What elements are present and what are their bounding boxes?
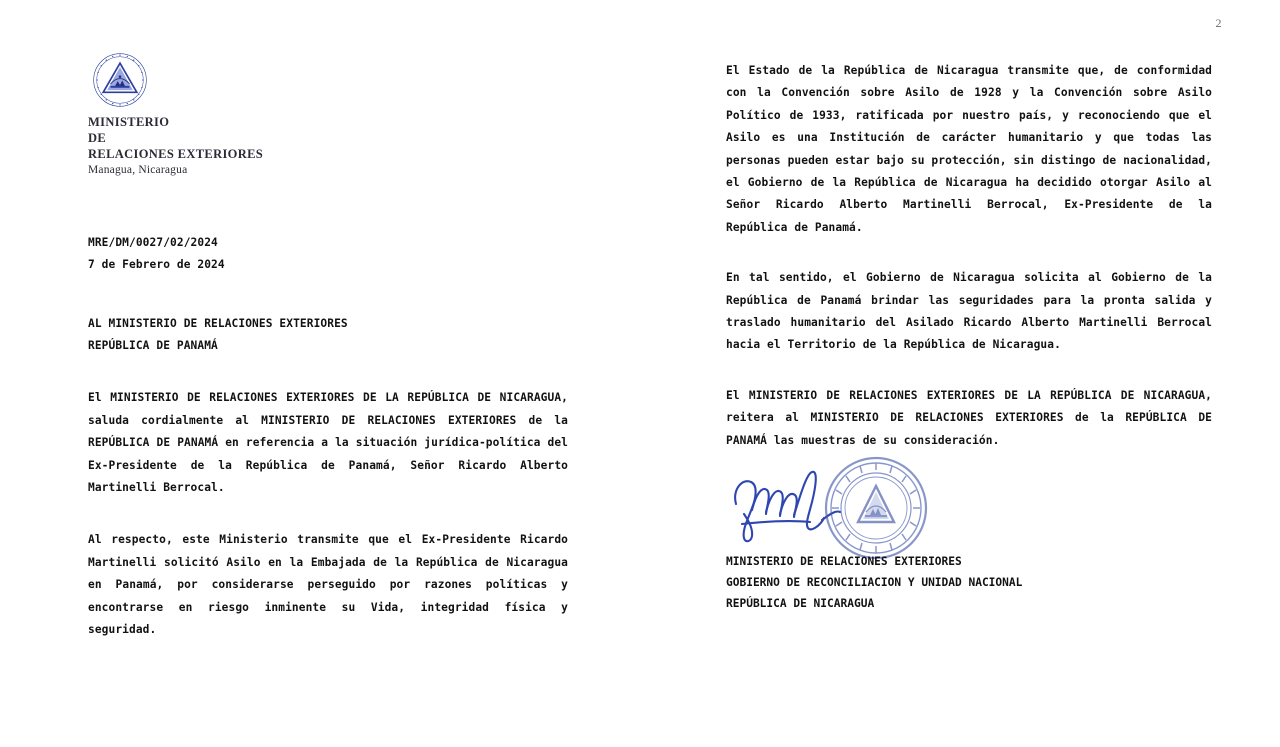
addressee-block: [88, 313, 568, 358]
body-paragraph-4: En tal sentido, el Gobierno de Nicaragua solicita al Gobierno de la República de Panamá brindar las seguridades para la pronta salida y traslado humanitario del Asilado Ricardo Alberto Martinelli Berrocal hacia el Territorio de la República de Nicaragua.: [726, 271, 1212, 352]
signature-zone: [726, 468, 1212, 610]
body-paragraph-3: El Estado de la República de Nicaragua transmite que, de conformidad con la Convención sobre Asilo de 1928 y la Convención sobre Asilo Político de 1933, ratificada por nuestro país, y reconociendo que el Asilo es una Institución de carácter humanitario y que todas las personas pueden estar bajo su protección, sin distingo de nacionalidad, el Gobierno de la República de Nicaragua ha decidido otorgar Asilo al Señor Ricardo Alberto Martinelli Berrocal, Ex-Presidente de la República de Panamá.: [726, 64, 1212, 234]
right-column: [726, 60, 1212, 610]
body-paragraph-2: Al respecto, este Ministerio transmite que el Ex-Presidente Ricardo Martinelli solicitó Asilo en la Embajada de la República de Nicaragua en Panamá, por considerarse perseguido por razones políticas y encontrarse en riesgo inminente su Vida, integridad física y seguridad.: [88, 533, 568, 636]
left-column: [88, 52, 568, 653]
body-paragraph-5: El MINISTERIO DE RELACIONES EXTERIORES DE LA REPÚBLICA DE NICARAGUA, reitera al MINISTERIO DE RELACIONES EXTERIORES de la REPÚBLICA DE PANAMÁ las muestras de su consideración.: [726, 388, 1212, 447]
document-reference-code: MRE/DM/0027/02/2024: [88, 235, 218, 249]
page-number: 2: [1215, 16, 1222, 30]
signatory-text-block: [726, 552, 1022, 614]
letterhead-text: [88, 114, 568, 178]
signatory-ministry: MINISTERIO DE RELACIONES EXTERIORES: [726, 555, 962, 569]
nicaragua-coat-of-arms-emblem: [92, 52, 148, 108]
letterhead-line-ministerio: MINISTERIO: [88, 115, 170, 129]
letterhead: [88, 52, 568, 178]
addressee-country: REPÚBLICA DE PANAMÁ: [88, 338, 218, 352]
signatory-government: GOBIERNO DE RECONCILIACION Y UNIDAD NACIONAL: [726, 575, 1023, 589]
reference-block: [88, 232, 568, 277]
body-paragraph-1: El MINISTERIO DE RELACIONES EXTERIORES DE LA REPÚBLICA DE NICARAGUA, saluda cordialmente al MINISTERIO DE RELACIONES EXTERIORES de la REPÚBLICA DE PANAMÁ en referencia a la situación jurídica-política del Ex-Presidente de la República de Panamá, Señor Ricardo Alberto Martinelli Berrocal.: [88, 391, 568, 494]
addressee-ministry: AL MINISTERIO DE RELACIONES EXTERIORES: [88, 316, 348, 330]
ministry-round-seal-stamp: [822, 456, 930, 562]
letterhead-line-de: DE: [88, 131, 107, 145]
signatory-country: REPÚBLICA DE NICARAGUA: [726, 596, 875, 610]
document-date: 7 de Febrero de 2024: [88, 258, 225, 272]
letterhead-line-city: Managua, Nicaragua: [88, 164, 188, 176]
letterhead-line-relaciones-exteriores: RELACIONES EXTERIORES: [88, 147, 264, 161]
